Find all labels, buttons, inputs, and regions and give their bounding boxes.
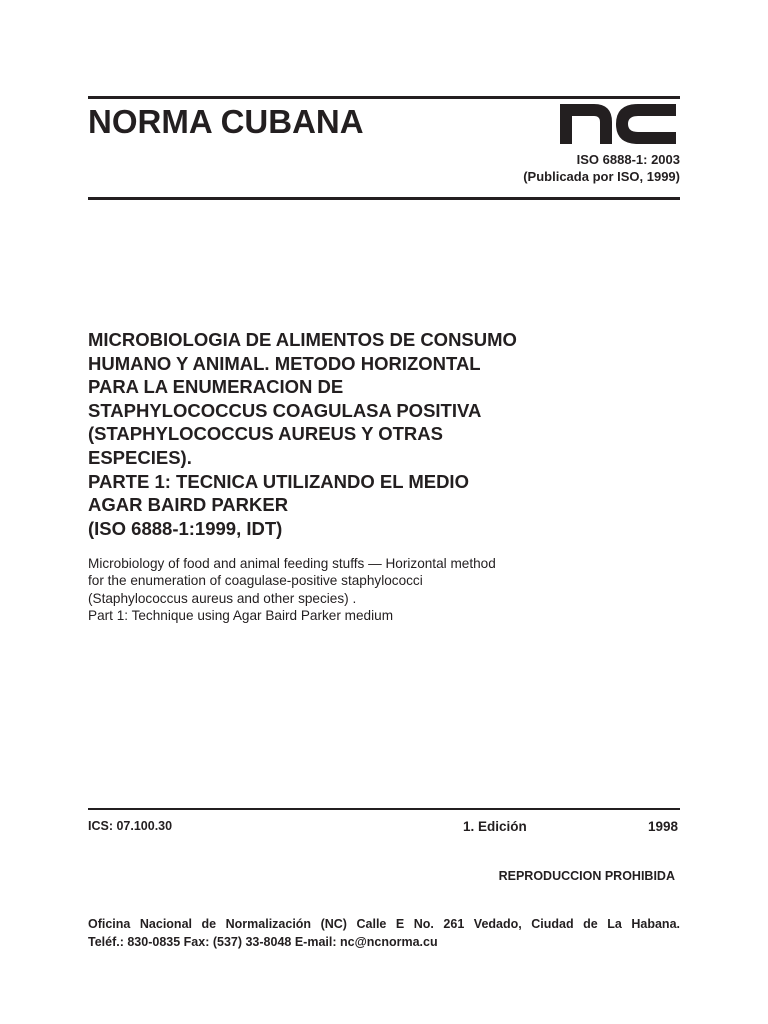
- publication-note: (Publicada por ISO, 1999): [523, 169, 680, 184]
- top-rule: [88, 96, 680, 99]
- edition-year: 1998: [647, 819, 678, 834]
- spanish-title-line: (ISO 6888-1:1999, IDT): [88, 517, 283, 539]
- english-title-line: Microbiology of food and animal feeding stuffs — Horizontal method: [88, 556, 496, 571]
- edition: 1. Edición: [463, 819, 527, 834]
- spanish-title-line: ESPECIES).: [88, 446, 192, 468]
- footer-divider: [88, 808, 680, 810]
- office-contact-line: Teléf.: 830-0835 Fax: (537) 33-8048 E-mail: nc@ncnorma.cu: [88, 935, 438, 949]
- spanish-title: [88, 328, 688, 540]
- office-address-line: Oficina Nacional de Normalización (NC) Calle E No. 261 Vedado, Ciudad de La Habana.: [88, 917, 680, 931]
- page-title: NORMA CUBANA: [88, 103, 364, 140]
- english-title: [88, 555, 688, 625]
- nc-logo: [560, 104, 676, 144]
- office-address: [88, 915, 680, 951]
- ics-code: ICS: 07.100.30: [88, 819, 173, 833]
- header-divider: [88, 197, 680, 200]
- spanish-title-line: HUMANO Y ANIMAL. METODO HORIZONTAL: [88, 352, 481, 374]
- spanish-title-line: MICROBIOLOGIA DE ALIMENTOS DE CONSUMO: [88, 329, 517, 350]
- spanish-title-line: PARTE 1: TECNICA UTILIZANDO EL MEDIO: [88, 470, 469, 492]
- spanish-title-line: AGAR BAIRD PARKER: [88, 494, 289, 516]
- iso-reference: ISO 6888-1: 2003: [576, 152, 680, 167]
- english-title-line: for the enumeration of coagulase-positive staphylococci: [88, 573, 423, 589]
- english-title-line: Part 1: Technique using Agar Baird Parker medium: [88, 608, 394, 624]
- spanish-title-line: STAPHYLOCOCCUS COAGULASA POSITIVA: [88, 399, 482, 421]
- spanish-title-line: PARA LA ENUMERACION DE: [88, 376, 344, 398]
- english-title-line: (Staphylococcus aureus and other species) .: [88, 590, 357, 606]
- reproduction-notice: REPRODUCCION PROHIBIDA: [498, 869, 675, 883]
- iso-reference-block: [523, 151, 680, 185]
- spanish-title-line: (STAPHYLOCOCCUS AUREUS Y OTRAS: [88, 423, 443, 445]
